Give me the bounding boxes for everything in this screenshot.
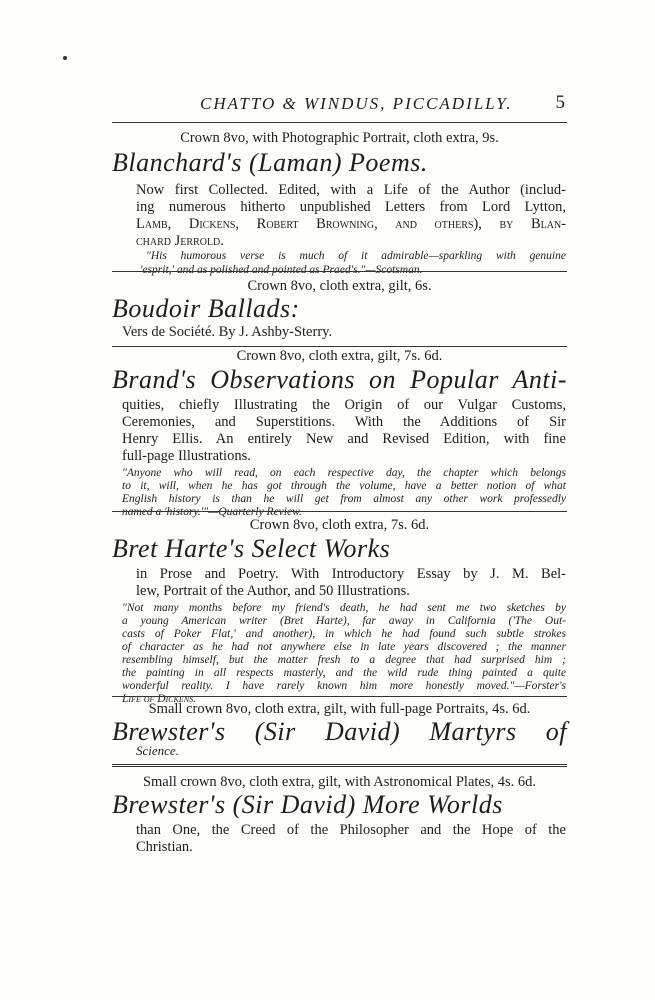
- entry-body-line: Lamb, Dickens, Robert Browning, and others), by Blan-: [136, 216, 566, 232]
- review-quote-line: Life of Dickens.: [122, 693, 196, 705]
- review-quote-line: "Anyone who will read, on each respective day, the chapter which belongs: [122, 467, 566, 479]
- entry-divider: [112, 511, 567, 512]
- entry-title: Brewster's (Sir David) More Worlds: [112, 790, 503, 819]
- review-quote-line: English history is than he will get from almost any other work professedly: [122, 493, 566, 505]
- review-quote-line: wonderful reality. I have rarely known him more honestly moved."—Forster's: [122, 680, 566, 692]
- entry-title: Brand's Observations on Popular Anti-: [112, 365, 567, 394]
- review-quote-line: named a 'history.'"—Quarterly Review.: [122, 506, 302, 518]
- review-quote-line: resembling himself, but the matter fresh to a degree that had surprised him ;: [122, 654, 566, 666]
- page-number: 5: [555, 92, 565, 113]
- entry-body-line: chard Jerrold.: [136, 233, 224, 249]
- page-header: [110, 94, 565, 116]
- catalog-entry: [112, 276, 567, 346]
- review-quote-line: casts of Poker Flat,' and another), in which he had found such subtle strokes: [122, 628, 566, 640]
- entry-body-line: Henry Ellis. An entirely New and Revised Edition, with fine: [122, 431, 566, 447]
- entry-format: Crown 8vo, with Photographic Portrait, cloth extra, 9s.: [180, 130, 499, 146]
- entry-body-line: Christian.: [136, 839, 193, 855]
- entry-format: Small crown 8vo, cloth extra, gilt, with Astronomical Plates, 4s. 6d.: [142, 774, 537, 790]
- entry-format: Crown 8vo, cloth extra, gilt, 6s.: [247, 278, 432, 294]
- review-quote-line: to it, will, when he has got through the volume, have a better notion of what: [122, 480, 566, 492]
- entry-body-line: in Prose and Poetry. With Introductory Essay by J. M. Bel-: [136, 566, 566, 582]
- entry-divider: [112, 764, 567, 767]
- review-quote-line: 'esprit,' and as polished and pointed as Praed's."—Scotsman.: [140, 264, 423, 276]
- review-quote-line: the painting in all respects masterly, and the wild rude thing painted a quite: [122, 667, 566, 679]
- catalog-entry: [112, 516, 567, 705]
- entry-title: Blanchard's (Laman) Poems.: [112, 148, 428, 177]
- entry-body-line: full-page Illustrations.: [122, 448, 251, 464]
- entry-body-line: Now first Collected. Edited, with a Life of the Author (includ-: [136, 182, 566, 198]
- review-quote-line: "His humorous verse is much of it admirable—sparkling with genuine: [146, 250, 566, 262]
- catalog-entry: [112, 772, 567, 855]
- entry-format: Crown 8vo, cloth extra, 7s. 6d.: [249, 517, 430, 533]
- review-quote-line: a young American writer (Bret Harte), far away in California ('The Out-: [122, 615, 566, 627]
- review-quote-line: of character as he had not anywhere else in late years discovered ; the manner: [122, 641, 566, 653]
- entry-body-line: lew, Portrait of the Author, and 50 Illustrations.: [136, 583, 410, 599]
- entry-format: Small crown 8vo, cloth extra, gilt, with full-page Portraits, 4s. 6d.: [148, 701, 531, 717]
- entry-title: Brewster's (Sir David) Martyrs of: [112, 717, 567, 746]
- entry-divider: [112, 271, 567, 272]
- entry-format: Crown 8vo, cloth extra, gilt, 7s. 6d.: [236, 348, 443, 364]
- running-title: CHATTO & WINDUS, PICCADILLY.: [200, 94, 513, 113]
- catalog-entry: [112, 128, 567, 276]
- entry-body-line: ing numerous hitherto unpublished Letters from Lord Lytton,: [136, 199, 566, 215]
- header-rule: [112, 122, 567, 123]
- entry-body-line: Vers de Société. By J. Ashby-Sterry.: [122, 324, 333, 340]
- entry-divider: [112, 696, 567, 697]
- review-quote-line: "Not many months before my friend's death, he had sent me two sketches by: [122, 602, 566, 614]
- catalog-entry: [112, 347, 567, 518]
- ink-speck: [63, 56, 67, 60]
- catalog-entry: [112, 699, 567, 759]
- entry-title: Boudoir Ballads:: [112, 294, 300, 323]
- entry-body-line: than One, the Creed of the Philosopher and the Hope of the: [136, 822, 566, 838]
- entry-title: Bret Harte's Select Works: [112, 534, 391, 563]
- entry-body-line: Science.: [136, 743, 179, 758]
- entry-body-line: quities, chiefly Illustrating the Origin of our Vulgar Customs,: [122, 397, 566, 413]
- entry-body-line: Ceremonies, and Superstitions. With the Additions of Sir: [122, 414, 566, 430]
